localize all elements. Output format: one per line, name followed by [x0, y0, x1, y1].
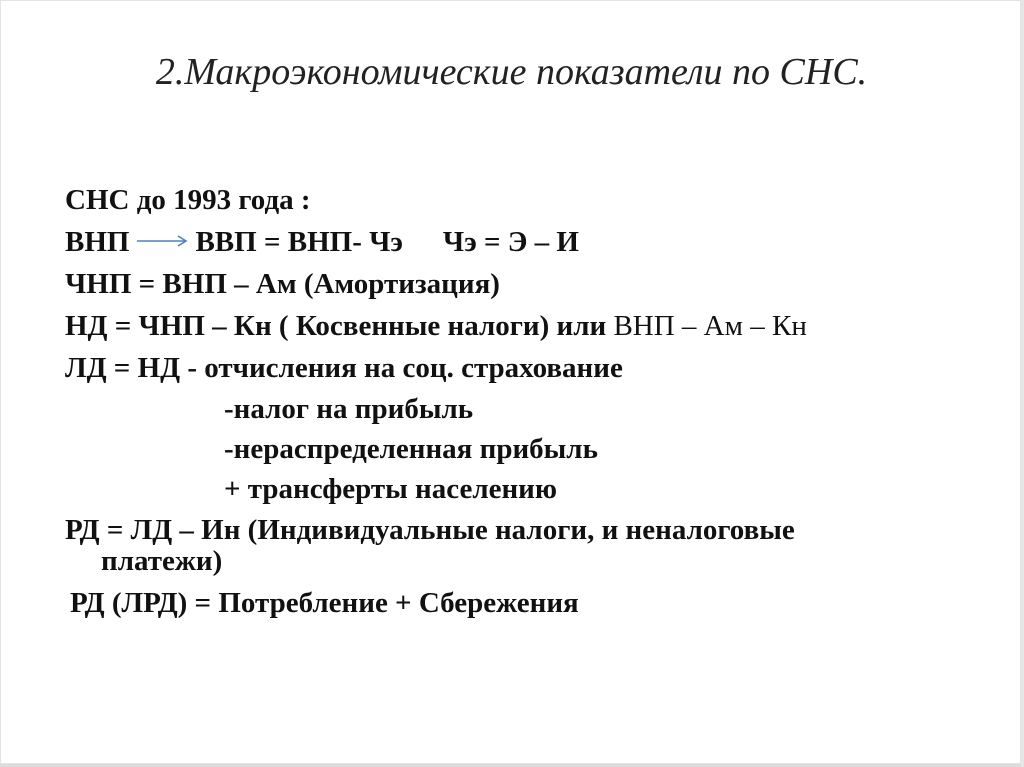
- right-arrow-icon: [135, 234, 189, 248]
- vnp-label: ВНП: [65, 226, 130, 258]
- text-line-rd-lrd: РД (ЛРД) = Потребление + Сбережения: [70, 587, 579, 619]
- text-line-rd: РД = ЛД – Ин (Индивидуальные налоги, и неналоговые: [65, 514, 795, 546]
- text-line-chnp: ЧНП = ВНП – Ам (Амортизация): [65, 268, 500, 300]
- text-line-sns-1993: СНС до 1993 года :: [65, 184, 311, 216]
- text-line-nd: [65, 309, 807, 343]
- text-line-profit-tax: -налог на прибыль: [224, 393, 474, 425]
- text-line-ld: ЛД = НД - отчисления на соц. страхование: [65, 352, 623, 384]
- text-line-retained-profit: -нераспределенная прибыль: [224, 433, 598, 465]
- vvp-formula: ВВП = ВНП- Чэ: [195, 226, 403, 258]
- text-line-vnp-vvp: [65, 225, 579, 259]
- text-line-transfers: + трансферты населению: [224, 473, 558, 505]
- nd-formula-bold: НД = ЧНП – Кн ( Косвенные налоги) или: [65, 310, 607, 342]
- text-line-rd-cont: платежи): [101, 545, 223, 577]
- slide-title: 2.Макроэкономические показатели по СНС.: [155, 51, 868, 93]
- che-formula: Чэ = Э – И: [442, 226, 579, 258]
- nd-formula-alt: ВНП – Ам – Кн: [606, 310, 807, 342]
